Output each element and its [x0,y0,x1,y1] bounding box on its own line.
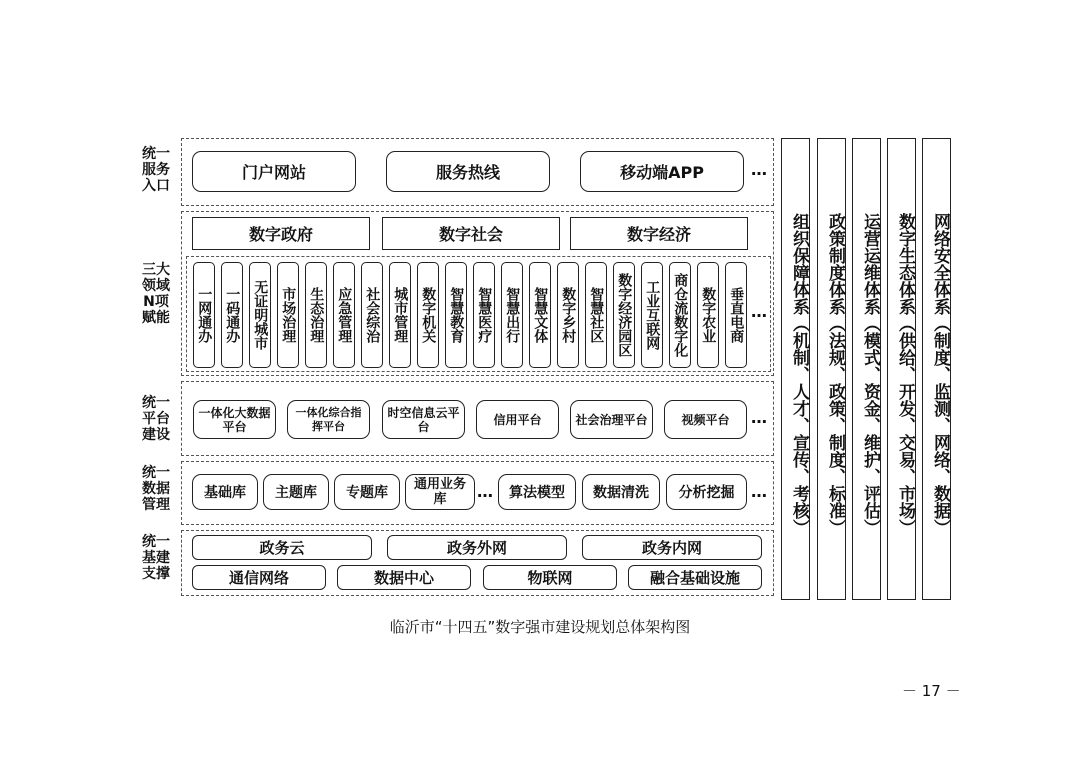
platform-item: 一体化大数据平台 [193,400,276,439]
enablement-item: 社会综治 [361,262,383,368]
page-number: － 17 － [902,682,961,700]
enablement-item: 数字农业 [697,262,719,368]
service-entry-portal: 门户网站 [192,151,356,192]
data-item: 通用业务库 [405,474,475,510]
system-title: 网络安全体系 [930,212,950,315]
ellipsis: … [477,482,492,501]
enablement-item: 智慧教育 [445,262,467,368]
platform-item: 社会治理平台 [570,400,653,439]
enablement-item: 无证明城市 [249,262,271,368]
system-title: 组织保障体系 [789,212,809,315]
data-item: 专题库 [334,474,400,510]
infra-item: 融合基础设施 [628,565,762,590]
system-title: 数字生态体系 [895,212,915,315]
system-detail: （供给、开发、交易、市场） [895,314,915,536]
enablement-item: 数字机关 [417,262,439,368]
ellipsis: … [751,408,766,427]
data-item: 分析挖掘 [666,474,747,510]
data-item: 算法模型 [498,474,576,510]
service-entry-hotline: 服务热线 [386,151,550,192]
system-detail: （模式、资金、维护、评估） [860,314,880,536]
data-item: 主题库 [263,474,329,510]
ellipsis: … [751,160,766,179]
enablement-item: 智慧出行 [501,262,523,368]
enablement-item: 数字经济园区 [613,262,635,368]
infra-item: 通信网络 [192,565,326,590]
enablement-item: 市场治理 [277,262,299,368]
data-item: 基础库 [192,474,258,510]
enablement-item: 城市管理 [389,262,411,368]
enablement-item: 一码通办 [221,262,243,368]
enablement-item: 智慧社区 [585,262,607,368]
system-detail: （机制、人才、宣传、考核） [789,314,809,536]
enablement-item: 工业互联网 [641,262,663,368]
ellipsis: … [751,302,766,321]
enablement-item: 商仓流数字化 [669,262,691,368]
row-label-platform: 统一平台建设 [142,395,170,443]
domain-digital-society: 数字社会 [382,217,560,250]
system-detail: （制度、监测、网络、数据） [930,314,950,536]
enablement-item: 智慧医疗 [473,262,495,368]
row-label-three-domains: 三大领域N项赋能 [142,262,170,326]
infra-item: 数据中心 [337,565,471,590]
system-column-organization [781,138,810,600]
ellipsis: … [751,482,766,501]
domain-digital-government: 数字政府 [192,217,370,250]
data-item: 数据清洗 [582,474,660,510]
service-entry-mobile-app: 移动端APP [580,151,744,192]
infra-item: 政务云 [192,535,372,560]
enablement-item: 一网通办 [193,262,215,368]
system-column-security [922,138,951,600]
row-label-service-entry: 统一服务入口 [142,146,170,194]
system-column-policy [817,138,846,600]
enablement-item: 垂直电商 [725,262,747,368]
system-column-operations [852,138,881,600]
infra-item: 政务内网 [582,535,762,560]
row-label-infra: 统一基建支撑 [142,534,170,582]
enablement-item: 数字乡村 [557,262,579,368]
enablement-item: 应急管理 [333,262,355,368]
enablement-item: 智慧文体 [529,262,551,368]
figure-caption: 临沂市“十四五”数字强市建设规划总体架构图 [389,618,691,636]
infra-item: 物联网 [483,565,617,590]
platform-item: 视频平台 [664,400,747,439]
system-column-ecosystem [887,138,916,600]
platform-item: 一体化综合指挥平台 [287,400,370,439]
row-label-data-mgmt: 统一数据管理 [142,465,170,513]
system-title: 政策制度体系 [825,212,845,315]
domain-digital-economy: 数字经济 [570,217,748,250]
system-detail: （法规、政策、制度、标准） [825,314,845,536]
platform-item: 时空信息云平台 [382,400,465,439]
platform-item: 信用平台 [476,400,559,439]
enablement-item: 生态治理 [305,262,327,368]
system-title: 运营运维体系 [860,212,880,315]
infra-item: 政务外网 [387,535,567,560]
